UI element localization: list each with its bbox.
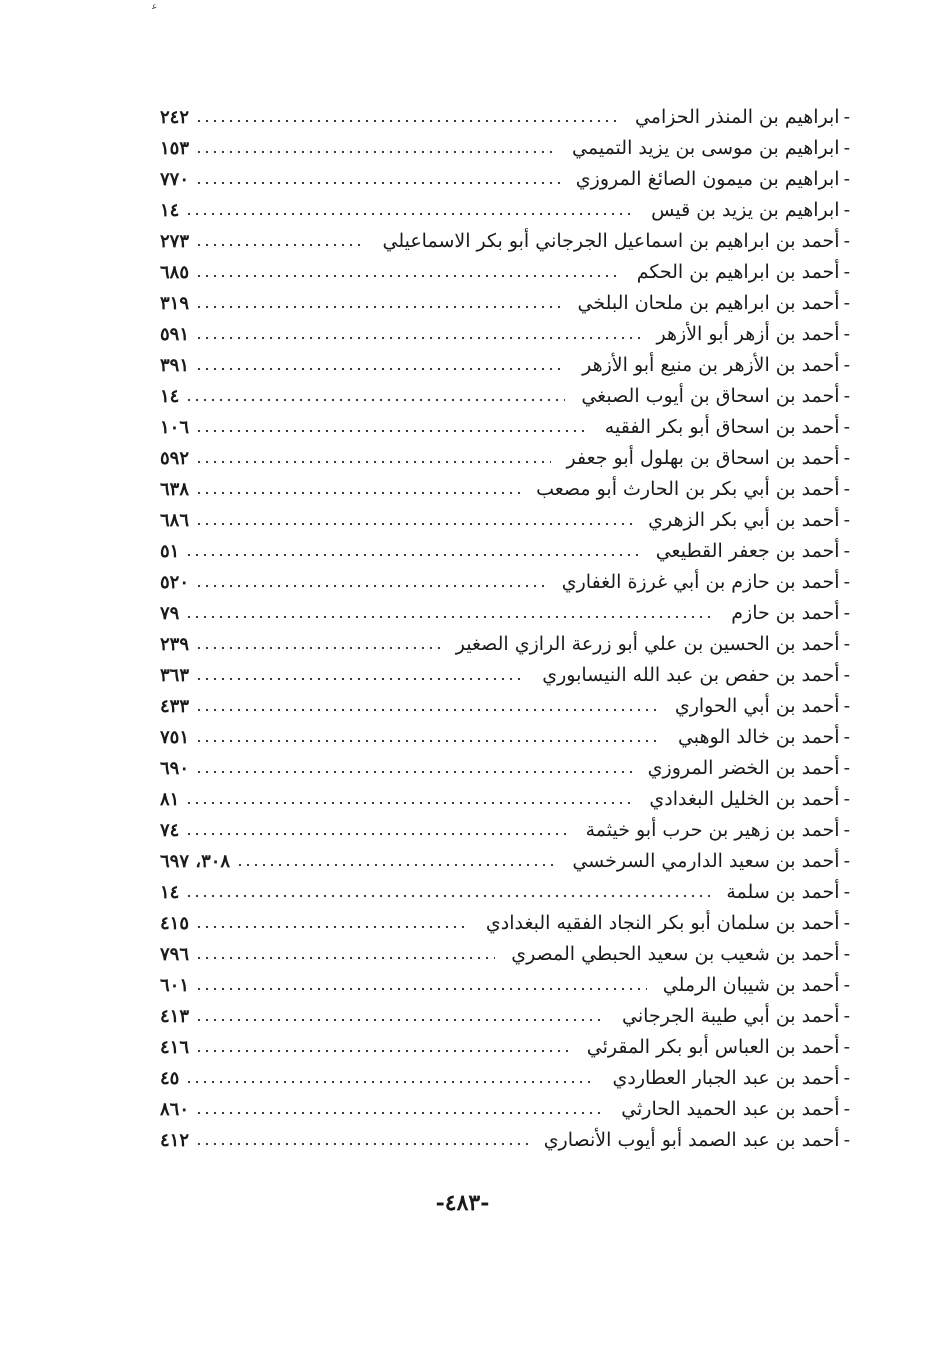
- entry-name: أحمد بن سعيد الدارمي السرخسي: [572, 850, 840, 872]
- index-entry: [160, 629, 850, 660]
- dot-leader: [195, 461, 551, 463]
- index-entry: [160, 939, 850, 970]
- entry-name: أحمد بن ابراهيم بن ملحان البلخي: [577, 292, 840, 314]
- entry-dash: -: [843, 571, 850, 593]
- dot-leader: [195, 678, 526, 680]
- entry-page-ref: ٧٤: [160, 820, 180, 841]
- dot-leader: [195, 182, 560, 184]
- entry-dash: -: [843, 664, 850, 686]
- entry-page-ref: ٧٥١: [160, 727, 190, 748]
- entry-name: أحمد بن خالد الوهبي: [677, 726, 840, 748]
- index-entry: [160, 319, 850, 350]
- entry-name: أحمد بن الخضر المروزي: [647, 757, 840, 779]
- entry-page-ref: ٦٨٦: [160, 510, 190, 531]
- index-entry: [160, 784, 850, 815]
- index-entry: [160, 102, 850, 133]
- entry-page-ref: ٢٤٢: [160, 107, 190, 128]
- entry-page-ref: ٤١٣: [160, 1006, 190, 1027]
- dot-leader: [195, 988, 647, 990]
- index-entry: [160, 660, 850, 691]
- entry-dash: -: [843, 850, 850, 872]
- dot-leader: [195, 957, 495, 959]
- dot-leader: [195, 151, 556, 153]
- index-entry: [160, 381, 850, 412]
- dot-leader: [236, 864, 556, 866]
- entry-page-ref: ٨١: [160, 789, 180, 810]
- entry-name: أحمد بن شعيب بن سعيد الحبطي المصري: [511, 943, 840, 965]
- index-entry: [160, 598, 850, 629]
- entry-dash: -: [843, 1036, 850, 1058]
- entry-dash: -: [843, 788, 850, 810]
- entry-dash: -: [843, 881, 850, 903]
- entry-name: ابراهيم بن يزيد بن قيس: [651, 199, 840, 221]
- entry-dash: -: [843, 633, 850, 655]
- entry-name: أحمد بن أبي بكر الزهري: [648, 509, 840, 531]
- dot-leader: [195, 492, 520, 494]
- entry-page-ref: ٦٩٠: [160, 758, 190, 779]
- entry-page-ref: ١٤: [160, 386, 180, 407]
- index-entry: [160, 1001, 850, 1032]
- entry-name: أحمد بن الحسين بن علي أبو زرعة الرازي الصغير: [455, 633, 840, 655]
- index-entry: [160, 722, 850, 753]
- entry-dash: -: [843, 385, 850, 407]
- dot-leader: [185, 399, 565, 401]
- dot-leader: [195, 740, 662, 742]
- index-entry: [160, 1125, 850, 1156]
- entry-dash: -: [843, 974, 850, 996]
- entry-dash: -: [843, 261, 850, 283]
- entry-name: أحمد بن الأزهر بن منيع أبو الأزهر: [582, 354, 840, 376]
- entry-name: أحمد بن شيبان الرملي: [662, 974, 840, 996]
- entry-page-ref: ٥٩٢: [160, 448, 190, 469]
- dot-leader: [195, 1143, 528, 1145]
- entry-name: أحمد بن اسحاق بن بهلول أبو جعفر: [566, 447, 840, 469]
- entry-page-ref: ١٠٦: [160, 417, 190, 438]
- dot-leader: [195, 306, 561, 308]
- dot-leader: [195, 647, 440, 649]
- entry-page-ref: ١٤: [160, 200, 180, 221]
- entry-page-ref: ٨٦٠: [160, 1099, 190, 1120]
- entry-name: أحمد بن ابراهيم بن الحكم: [636, 261, 840, 283]
- dot-leader: [185, 554, 639, 556]
- index-entry: [160, 443, 850, 474]
- entry-dash: -: [843, 602, 850, 624]
- dot-leader: [185, 895, 710, 897]
- page-number: -٤٨٣-: [435, 1190, 490, 1216]
- entry-page-ref: ٤١٢: [160, 1130, 190, 1151]
- entry-name: أحمد بن حازم بن أبي غرزة الغفاري: [561, 571, 840, 593]
- entry-page-ref: ٥٢٠: [160, 572, 190, 593]
- index-entry: [160, 226, 850, 257]
- entry-page-ref: ٧٩: [160, 603, 180, 624]
- entry-page-ref: ٤١٥: [160, 913, 190, 934]
- dot-leader: [185, 802, 633, 804]
- dot-leader: [185, 833, 569, 835]
- entry-dash: -: [843, 757, 850, 779]
- entry-page-ref: ٤٥: [160, 1068, 180, 1089]
- entry-page-ref: ٤٣٣: [160, 696, 190, 717]
- entry-name: أحمد بن عبد الجبار العطاردي: [612, 1067, 840, 1089]
- entry-dash: -: [843, 447, 850, 469]
- entry-dash: -: [843, 819, 850, 841]
- index-entry: [160, 412, 850, 443]
- entry-page-ref: ٣٠٨، ٦٩٧: [160, 851, 231, 872]
- dot-leader: [185, 213, 635, 215]
- entry-dash: -: [843, 695, 850, 717]
- index-entry: [160, 505, 850, 536]
- scan-mark: ﻋ: [152, 2, 158, 12]
- entry-name: أحمد بن سلمة: [726, 881, 840, 903]
- index-entry: [160, 567, 850, 598]
- index-entry: [160, 908, 850, 939]
- index-entry: [160, 1032, 850, 1063]
- dot-leader: [185, 616, 715, 618]
- entry-name: ابراهيم بن موسى بن يزيد التميمي: [572, 137, 840, 159]
- entry-dash: -: [843, 354, 850, 376]
- entry-dash: -: [843, 1067, 850, 1089]
- entry-name: أحمد بن عبد الصمد أبو أيوب الأنصاري: [543, 1129, 840, 1151]
- dot-leader: [195, 337, 641, 339]
- dot-leader: [195, 244, 366, 246]
- dot-leader: [195, 585, 546, 587]
- entry-dash: -: [843, 137, 850, 159]
- index-entry: [160, 474, 850, 505]
- entry-page-ref: ٦٣٨: [160, 479, 190, 500]
- dot-leader: [195, 1112, 605, 1114]
- dot-leader: [195, 709, 659, 711]
- entry-dash: -: [843, 509, 850, 531]
- entry-page-ref: ٣١٩: [160, 293, 190, 314]
- dot-leader: [195, 926, 470, 928]
- entry-dash: -: [843, 1098, 850, 1120]
- entry-dash: -: [843, 292, 850, 314]
- entry-dash: -: [843, 106, 850, 128]
- entry-dash: -: [843, 323, 850, 345]
- entry-name: ابراهيم بن المنذر الحزامي: [634, 106, 840, 128]
- index-entry: [160, 1063, 850, 1094]
- dot-leader: [195, 523, 632, 525]
- dot-leader: [195, 1050, 571, 1052]
- index-entry: [160, 195, 850, 226]
- entry-dash: -: [843, 1129, 850, 1151]
- entry-name: أحمد بن أبي الحواري: [674, 695, 840, 717]
- dot-leader: [195, 120, 619, 122]
- entry-name: أحمد بن جعفر القطيعي: [655, 540, 840, 562]
- dot-leader: [195, 430, 589, 432]
- index-entry: [160, 846, 850, 877]
- entry-name: أحمد بن العباس أبو بكر المقرئي: [586, 1036, 840, 1058]
- index-entry: [160, 257, 850, 288]
- dot-leader: [195, 771, 632, 773]
- entry-name: أحمد بن الخليل البغدادي: [649, 788, 840, 810]
- entry-dash: -: [843, 1005, 850, 1027]
- entry-name: ابراهيم بن ميمون الصائغ المروزي: [575, 168, 840, 190]
- entry-dash: -: [843, 540, 850, 562]
- entry-name: أحمد بن اسحاق أبو بكر الفقيه: [604, 416, 840, 438]
- entry-name: أحمد بن حازم: [731, 602, 840, 624]
- entry-name: أحمد بن عبد الحميد الحارثي: [621, 1098, 840, 1120]
- entry-name: أحمد بن أزهر أبو الأزهر: [656, 323, 840, 345]
- entry-name: أحمد بن سلمان أبو بكر النجاد الفقيه البغدادي: [485, 912, 840, 934]
- entry-dash: -: [843, 416, 850, 438]
- entry-page-ref: ٣٩١: [160, 355, 190, 376]
- entry-name: أحمد بن حفص بن عبد الله النيسابوري: [542, 664, 840, 686]
- dot-leader: [185, 1081, 596, 1083]
- entry-name: أحمد بن ابراهيم بن اسماعيل الجرجاني أبو بكر الاسماعيلي: [382, 230, 840, 252]
- entry-page-ref: ٧٧٠: [160, 169, 190, 190]
- dot-leader: [195, 1019, 606, 1021]
- entry-page-ref: ٥٩١: [160, 324, 190, 345]
- entry-page-ref: ٢٧٣: [160, 231, 190, 252]
- entry-name: أحمد بن اسحاق بن أيوب الصبغي: [581, 385, 840, 407]
- index-entry: [160, 164, 850, 195]
- index-entry: [160, 350, 850, 381]
- index-entry: [160, 753, 850, 784]
- index-entry: [160, 691, 850, 722]
- entry-page-ref: ١٥٣: [160, 138, 190, 159]
- index-entry: [160, 536, 850, 567]
- index-entry: [160, 133, 850, 164]
- entry-dash: -: [843, 726, 850, 748]
- entry-name: أحمد بن أبي بكر بن الحارث أبو مصعب: [536, 478, 840, 500]
- entry-page-ref: ٦٠١: [160, 975, 190, 996]
- index-entry: [160, 970, 850, 1001]
- entry-dash: -: [843, 230, 850, 252]
- index-entry: [160, 877, 850, 908]
- entry-dash: -: [843, 168, 850, 190]
- dot-leader: [195, 368, 566, 370]
- index-entry: [160, 815, 850, 846]
- entry-page-ref: ٣٦٣: [160, 665, 190, 686]
- entry-page-ref: ٤١٦: [160, 1037, 190, 1058]
- index-list: [160, 102, 850, 1156]
- entry-dash: -: [843, 943, 850, 965]
- entry-page-ref: ٥١: [160, 541, 180, 562]
- index-entry: [160, 288, 850, 319]
- dot-leader: [195, 275, 621, 277]
- entry-dash: -: [843, 199, 850, 221]
- entry-page-ref: ٦٨٥: [160, 262, 190, 283]
- index-entry: [160, 1094, 850, 1125]
- entry-page-ref: ٧٩٦: [160, 944, 190, 965]
- entry-name: أحمد بن أبي طيبة الجرجاني: [622, 1005, 840, 1027]
- entry-name: أحمد بن زهير بن حرب أبو خيثمة: [585, 819, 840, 841]
- entry-dash: -: [843, 478, 850, 500]
- entry-page-ref: ٢٣٩: [160, 634, 190, 655]
- entry-dash: -: [843, 912, 850, 934]
- entry-page-ref: ١٤: [160, 882, 180, 903]
